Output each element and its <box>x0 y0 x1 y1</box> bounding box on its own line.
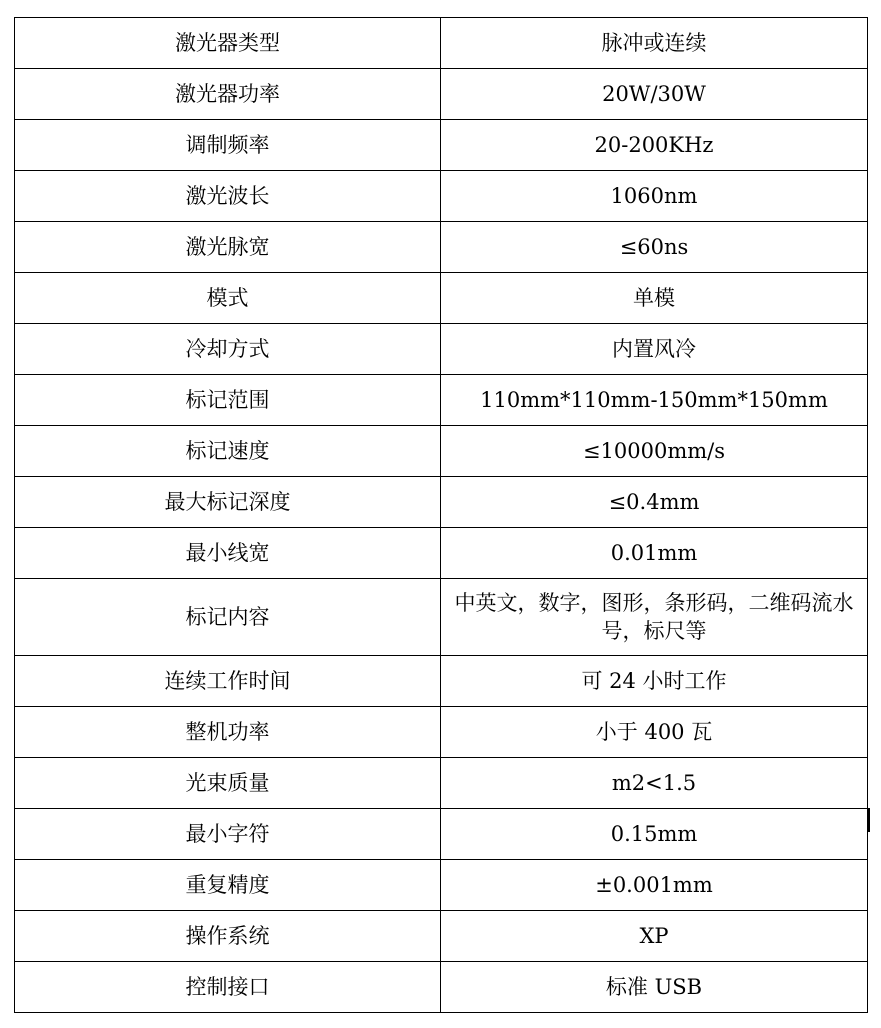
value-cell: ≤0.4mm <box>441 477 868 528</box>
param-cell: 最小线宽 <box>15 528 441 579</box>
value-cell: 中英文，数字，图形，条形码，二维码流水号，标尺等 <box>441 579 868 656</box>
param-cell: 连续工作时间 <box>15 656 441 707</box>
param-cell: 整机功率 <box>15 707 441 758</box>
param-cell: 重复精度 <box>15 860 441 911</box>
value-cell: 20W/30W <box>441 69 868 120</box>
value-cell: 脉冲或连续 <box>441 18 868 69</box>
value-cell: 110mm*110mm-150mm*150mm <box>441 375 868 426</box>
value-cell: ≤10000mm/s <box>441 426 868 477</box>
spec-table-body <box>15 18 868 1013</box>
table-row <box>15 962 868 1013</box>
table-row <box>15 477 868 528</box>
value-cell: ≤60ns <box>441 222 868 273</box>
value-cell: 可 24 小时工作 <box>441 656 868 707</box>
param-cell: 最小字符 <box>15 809 441 860</box>
table-row <box>15 809 868 860</box>
value-cell: 0.01mm <box>441 528 868 579</box>
param-cell: 标记内容 <box>15 579 441 656</box>
value-cell: 0.15mm <box>441 809 868 860</box>
value-cell: 标准 USB <box>441 962 868 1013</box>
table-row <box>15 69 868 120</box>
value-cell: 单模 <box>441 273 868 324</box>
param-cell: 标记速度 <box>15 426 441 477</box>
table-row <box>15 707 868 758</box>
param-cell: 标记范围 <box>15 375 441 426</box>
table-row <box>15 656 868 707</box>
param-cell: 光束质量 <box>15 758 441 809</box>
table-row <box>15 222 868 273</box>
param-cell: 模式 <box>15 273 441 324</box>
value-cell: ±0.001mm <box>441 860 868 911</box>
table-row <box>15 120 868 171</box>
param-cell: 操作系统 <box>15 911 441 962</box>
param-cell: 控制接口 <box>15 962 441 1013</box>
value-cell: 内置风冷 <box>441 324 868 375</box>
param-cell: 冷却方式 <box>15 324 441 375</box>
text-cursor-mark <box>868 808 870 832</box>
param-cell: 激光器类型 <box>15 18 441 69</box>
table-row <box>15 324 868 375</box>
table-row <box>15 426 868 477</box>
table-row <box>15 375 868 426</box>
value-cell: XP <box>441 911 868 962</box>
param-cell: 激光脉宽 <box>15 222 441 273</box>
table-row <box>15 758 868 809</box>
value-cell: 1060nm <box>441 171 868 222</box>
value-cell: 20-200KHz <box>441 120 868 171</box>
param-cell: 最大标记深度 <box>15 477 441 528</box>
table-row <box>15 273 868 324</box>
value-cell: 小于 400 瓦 <box>441 707 868 758</box>
param-cell: 激光器功率 <box>15 69 441 120</box>
table-row <box>15 579 868 656</box>
value-cell: m2<1.5 <box>441 758 868 809</box>
table-row <box>15 860 868 911</box>
table-row <box>15 528 868 579</box>
table-row <box>15 171 868 222</box>
table-row <box>15 911 868 962</box>
spec-table <box>14 17 868 1013</box>
param-cell: 调制频率 <box>15 120 441 171</box>
param-cell: 激光波长 <box>15 171 441 222</box>
table-row <box>15 18 868 69</box>
